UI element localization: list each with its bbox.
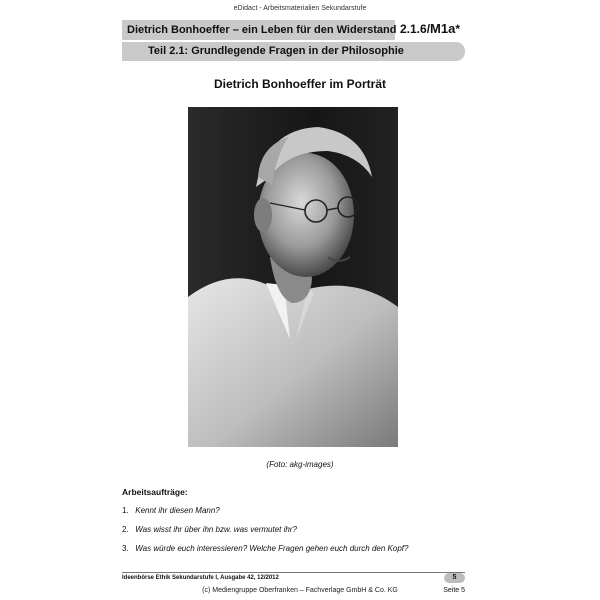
task-item bbox=[122, 544, 408, 553]
footer-publication: Ideenbörse Ethik Sekundarstufe I, Ausgabe 42, 12/2012 bbox=[122, 575, 279, 581]
subtitle-bar: Teil 2.1: Grundlegende Fragen in der Philosophie bbox=[122, 42, 465, 61]
task-number: 1. bbox=[122, 506, 129, 515]
task-text: Was wisst ihr über ihn bzw. was vermutet ihr? bbox=[135, 525, 297, 534]
portrait-illustration bbox=[188, 107, 398, 447]
photo-caption: (Foto: akg-images) bbox=[266, 460, 334, 469]
footer-page-number: Seite 5 bbox=[443, 587, 465, 594]
material-code-prefix: 2.1.6/ bbox=[400, 22, 431, 36]
footer-page-badge: 5 bbox=[444, 573, 465, 583]
task-item bbox=[122, 525, 297, 534]
task-number: 3. bbox=[122, 544, 129, 553]
material-code bbox=[400, 21, 460, 36]
footer-divider bbox=[122, 572, 465, 573]
task-text: Was würde euch interessieren? Welche Fragen gehen euch durch den Kopf? bbox=[135, 544, 409, 553]
material-code-m: M1a bbox=[430, 21, 456, 36]
task-text: Kennt ihr diesen Mann? bbox=[135, 506, 220, 515]
task-number: 2. bbox=[122, 525, 129, 534]
material-code-suffix: * bbox=[455, 22, 460, 36]
portrait-photo bbox=[188, 107, 398, 447]
document-title: Dietrich Bonhoeffer im Porträt bbox=[213, 77, 387, 91]
task-item bbox=[122, 506, 220, 515]
publisher-line: eDidact - Arbeitsmaterialien Sekundarstufe bbox=[233, 5, 367, 12]
footer-copyright: (c) Mediengruppe Oberfranken – Fachverlage GmbH & Co. KG bbox=[202, 587, 398, 594]
main-title-bar: Dietrich Bonhoeffer – ein Leben für den Widerstand bbox=[122, 20, 395, 40]
tasks-heading: Arbeitsaufträge: bbox=[122, 487, 188, 497]
